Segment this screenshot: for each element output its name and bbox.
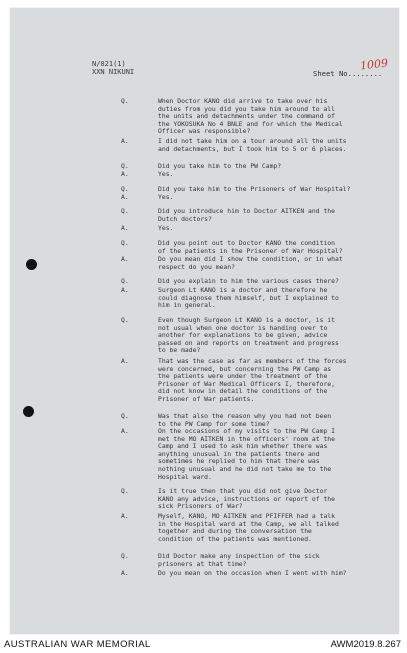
question-label: Q. (121, 316, 129, 324)
transcript-line: in the Hospital ward at the Camp, we all talked (158, 519, 339, 528)
question-block (121, 412, 400, 428)
transcript-line: Is it true then that you did not give Doctor (158, 487, 328, 495)
transcript-line: Do you mean on the occasion when I went with him? (158, 569, 347, 577)
punch-hole-top (26, 259, 37, 270)
answer-block (121, 286, 400, 310)
transcript-line: sick Prisoners of War? (158, 502, 243, 511)
question-block (121, 277, 400, 286)
transcript-line: together and during the conversation the (158, 527, 312, 536)
transcript-line: him in general. (158, 301, 216, 310)
transcript-line: When Doctor KANO did arrive to take over his (158, 97, 328, 105)
transcript-line: another for explanations to be given, advice (158, 331, 328, 340)
transcript-line: Myself, KANO, MO AITKEN and PFIFFER had a talk (158, 512, 335, 520)
transcript-line: Did you introduce him to Doctor AITKEN and the (158, 207, 335, 215)
transcript-line: Even though Surgeon Lt KANO is a doctor, is it (158, 316, 335, 324)
answer-block (121, 224, 400, 233)
question-label: Q. (121, 487, 129, 495)
footer-accession-number: AWM2019.8.267 (330, 639, 401, 650)
answer-label: A. (121, 512, 129, 520)
transcript-line: Do you mean did I show the condition, or in what (158, 255, 343, 263)
question-block (121, 239, 400, 255)
transcript-line: sometimes he replied to him that there was (158, 457, 320, 466)
question-label: Q. (121, 277, 129, 285)
transcript-line: Prisoner of War patients. (158, 394, 255, 403)
answer-label: A. (121, 427, 129, 435)
question-block (121, 552, 400, 568)
transcript-line: duties from you did you take him around to all (158, 104, 335, 113)
question-block (121, 487, 400, 511)
answer-block (121, 512, 400, 543)
transcript-line: Did you take him to the PW Camp? (158, 162, 282, 170)
answer-block (121, 170, 400, 179)
answer-block (121, 569, 400, 578)
answer-block (121, 137, 400, 153)
question-label: Q. (121, 185, 129, 193)
document-sheet (10, 8, 399, 634)
transcript-line: to the PW Camp for some time? (158, 419, 270, 428)
answer-label: A. (121, 137, 129, 145)
transcript-line: Did you explain to him the various cases there? (158, 277, 339, 285)
answer-block (121, 255, 400, 271)
answer-label: A. (121, 170, 129, 178)
transcript-line: the units and detachments under the command of (158, 112, 335, 121)
transcript-line: Did you take him to the Prisoners of War Hospital? (158, 185, 351, 193)
transcript-line: respect do you mean? (158, 262, 235, 271)
transcript-line: not usual when one doctor is handing over to (158, 323, 328, 332)
transcript-line: Camp and I used to ask him whether there was (158, 442, 328, 451)
transcript-line: Yes. (158, 193, 174, 201)
transcript-line: to be made? (158, 346, 201, 355)
transcript-line: On the occasions of my visits to the PW Camp I (158, 427, 335, 435)
transcript-line: prisoners at that time? (158, 559, 247, 568)
question-label: Q. (121, 162, 129, 170)
transcript-line: KANO any advice, instructions or report of the (158, 494, 335, 503)
transcript-line: Yes. (158, 170, 174, 178)
transcript-line: of the patients in the Prisoner of War Hospital? (158, 246, 343, 255)
transcript-line: Officer was responsible? (158, 127, 251, 136)
answer-label: A. (121, 286, 129, 294)
transcript-line: Did Doctor make any inspection of the sick (158, 552, 320, 560)
footer-institution: AUSTRALIAN WAR MEMORIAL (4, 639, 151, 650)
transcript-line: anything unusual in the patients there and (158, 449, 320, 458)
transcript-line: Yes. (158, 224, 174, 232)
question-label: Q. (121, 207, 129, 215)
transcript-line: did not know in detail the conditions of the (158, 387, 328, 396)
transcript-line: I did not take him on a tour around all the units (158, 137, 347, 145)
question-label: Q. (121, 552, 129, 560)
question-block (121, 207, 400, 223)
transcript-line: Was that also the reason why you had not been (158, 412, 332, 420)
transcript-line: could diagnose them himself, but I explained to (158, 293, 339, 302)
transcript-line: met the MO AITKEN in the officers' room at the (158, 434, 335, 443)
question-label: Q. (121, 239, 129, 247)
handwritten-page-number: 1009 (359, 56, 389, 73)
question-block (121, 316, 400, 355)
answer-block (121, 357, 400, 404)
answer-block (121, 193, 400, 202)
transcript-line: passed on and reports on treatment and progress (158, 338, 339, 347)
transcript-line: nothing unusual and he did not take me to the (158, 464, 332, 473)
transcript-line: were concerned, but concerning the PW Camp as (158, 364, 332, 373)
transcript-line: and detachments, but I took him to 5 or 6 places. (158, 144, 347, 153)
examinee-name: XXN NIKUNI (92, 68, 135, 76)
document-reference: N/021(1) (92, 60, 126, 68)
question-label: Q. (121, 97, 129, 105)
transcript-line: Surgeon Lt KANO is a doctor and therefore he (158, 286, 328, 294)
question-label: Q. (121, 412, 129, 420)
transcript-line: the YOKOSUKA No 4 BNLE and for which the Medical (158, 119, 343, 128)
transcript-line: Hospital ward. (158, 472, 212, 481)
transcript-line: Dutch doctors? (158, 214, 212, 223)
answer-block (121, 427, 400, 481)
answer-label: A. (121, 569, 129, 577)
answer-label: A. (121, 255, 129, 263)
answer-label: A. (121, 193, 129, 201)
transcript-line: That was the case as far as members of the forces (158, 357, 347, 365)
answer-label: A. (121, 224, 129, 232)
transcript-line: the patients were under the treatment of the (158, 372, 328, 381)
answer-label: A. (121, 357, 129, 365)
punch-hole-bottom (23, 406, 34, 417)
transcript-line: Prisoner of War Medical Officers I, therefore, (158, 379, 335, 388)
transcript-line: condition of the patients was mentioned. (158, 534, 312, 543)
footer-bar (0, 637, 407, 653)
sheet-number-label: Sheet No........ (313, 69, 383, 78)
transcript-line: Did you point out to Doctor KANO the condition (158, 239, 335, 247)
question-block (121, 97, 400, 136)
